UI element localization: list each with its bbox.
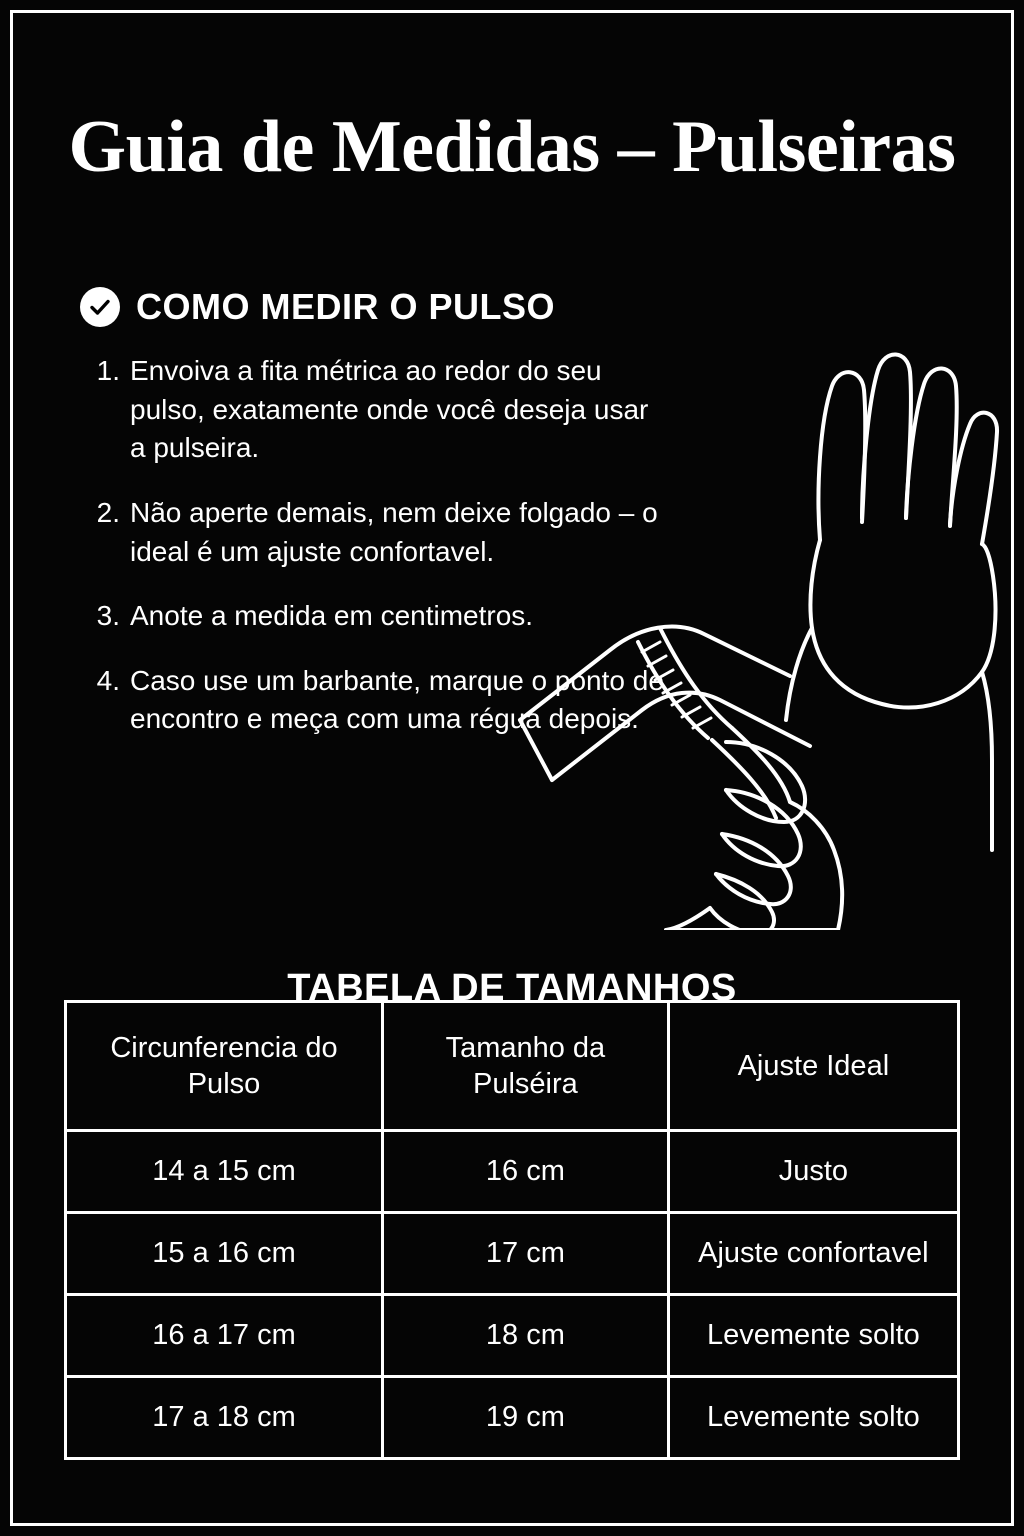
size-table-heading: TABELA DE TAMANHOS [287,966,737,1009]
step-text: Anote a medida em centimetros. [130,600,534,632]
cell-ideal-fit: Justo [668,1131,958,1213]
step-text: Caso use um barbante, marque o ponto de encontro e meça com uma régua depois. [130,664,664,735]
page-title: Guia de Medidas – Pulseiras [68,105,956,188]
step-number: 4. [96,664,120,696]
column-header-ideal-fit: Ajuste Ideal [668,1002,958,1131]
cell-bracelet-size: 17 cm [383,1213,669,1295]
cell-ideal-fit: Ajuste confortavel [668,1213,958,1295]
cell-ideal-fit: Levemente solto [668,1295,958,1377]
table-row [66,1295,959,1377]
table-row [66,1377,959,1459]
cell-bracelet-size: 19 cm [383,1377,669,1459]
cell-bracelet-size: 16 cm [383,1131,669,1213]
table-header-row [66,1002,959,1131]
column-header-bracelet-size: Tamanho da Pulséira [383,1002,669,1131]
step-text: Envoiva a fita métrica ao redor do seu pulso, exatamente onde você deseja usar a pulseira. [130,355,649,464]
check-circle-icon [80,287,120,327]
cell-wrist-circumference: 14 a 15 cm [66,1131,383,1213]
table-row [66,1131,959,1213]
column-header-wrist-circumference: Circunferencia do Pulso [66,1002,383,1131]
cell-wrist-circumference: 15 a 16 cm [66,1213,383,1295]
step-number: 3. [96,600,120,632]
size-table [64,1000,960,1460]
cell-wrist-circumference: 17 a 18 cm [66,1377,383,1459]
step-text: Não aperte demais, nem deixe folgado – o ideal é um ajuste confortavel. [130,496,658,567]
cell-bracelet-size: 18 cm [383,1295,669,1377]
hands-measuring-wrist-illustration [490,290,1000,930]
table-row [66,1213,959,1295]
how-to-measure-label: COMO MEDIR O PULSO [136,286,556,327]
step-number: 1. [96,355,120,386]
cell-ideal-fit: Levemente solto [668,1377,958,1459]
step-number: 2. [96,496,120,528]
cell-wrist-circumference: 16 a 17 cm [66,1295,383,1377]
how-to-measure-heading [80,286,555,328]
